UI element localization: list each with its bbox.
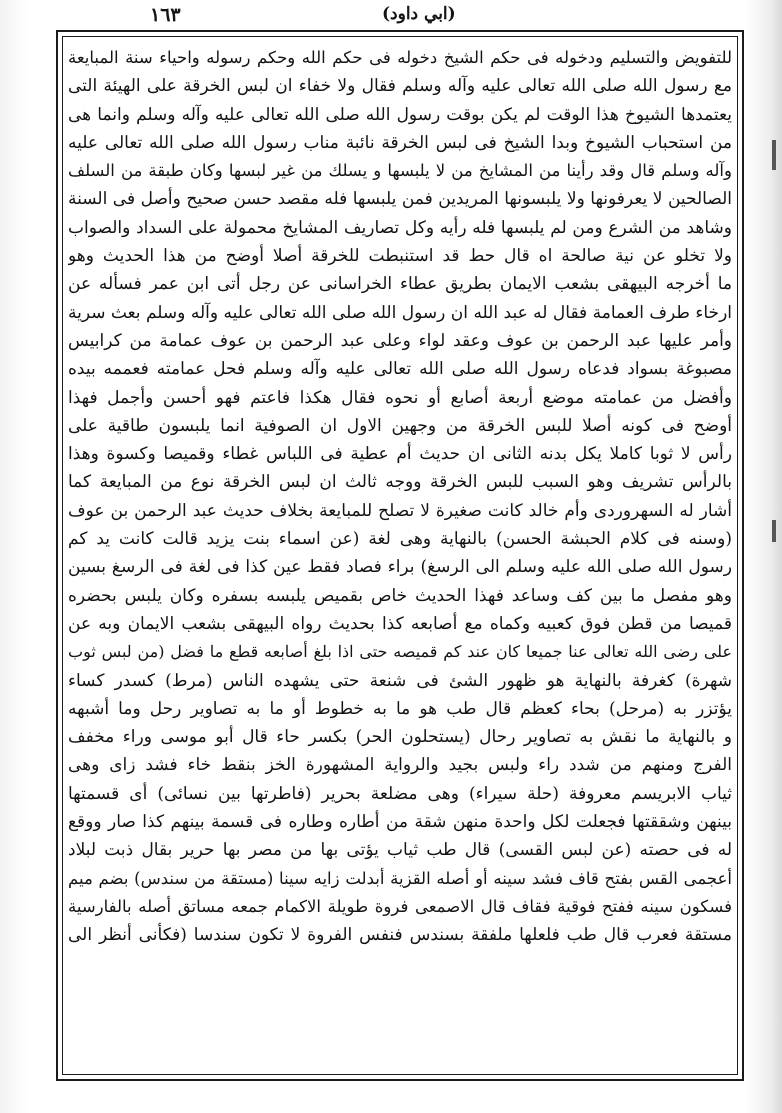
text-line: أعجمى القس بفتح قاف فشد سينه أو أصله القزية أبدلت زايه سينا (مستقة من سندس) بضم ميم: [68, 868, 732, 888]
text-line: فسكون سينه ففتح فوقية فقاف قال الاصمعى فروة طويلة الاكمام جمعه مساتق أصله بالفارسية: [68, 896, 732, 916]
text-line: أشار له السهروردى وأم خالد كانت صغيرة لا تصلح للمبايعة بخلاف حديث عبد الرحمن بن عوف: [68, 500, 732, 521]
text-line: مستقة فعرب قال طب فلعلها ملفقة بسندس فنفس الفروة لا تكون سندسا (فكأنى أنظر الى: [68, 925, 732, 946]
scan-edge-mark: [772, 520, 776, 542]
text-line: وأفضل من عمامته موضع أربعة أصابع أو نحوه فقال هكذا فاعتم فهو أحسن وأجمل فهذا: [68, 387, 732, 408]
text-line: شهرة) كغرفة بالنهاية هو ظهور الشئ فى شنعة حتى يشهده الناس (مرط) كسدر كساء: [68, 670, 732, 691]
text-line: الصالحين لا يعرفونها ولا يلبسونها المريدين فمن يلبسها فله مقصد حسن صحيح وأصل فى السنة: [68, 189, 732, 210]
text-line: رأس لا ثوبا كاملا يكل بدنه الثانى ان حديث أم عطية فى اللباس غطاء وقميصا وكسوة وهذا: [68, 444, 732, 465]
text-line: ما أخرجه البيهقى بشعب الايمان بطريق عطاء الخراسانى عن رجل أتى ابن عمر فسأله عن: [68, 274, 732, 295]
text-line: قميصا من قطن فوق كعبيه وكماه مع أصابعه كذا بحديث رواه البيهقى بشعب الايمان وبه عن: [68, 613, 732, 634]
text-line: رسول الله صلى الله عليه وسلم الى الرسغ) براء فصاد فقط عين كذا فى لغة فى الرسغ بسين: [68, 557, 732, 578]
text-line: و بالنهاية ما نقش به تصاوير رحال (يستحلون الحر) بكسر حاء قال أبو موسى وراء مخفف: [68, 727, 732, 748]
scan-edge-mark: [772, 140, 776, 170]
text-line: مصبوغة بسواد فدعاه رسول الله صلى الله تعالى عليه وآله وسلم فحل عمامته فعممه بيده: [68, 359, 732, 380]
text-line: أوضح فى كونه أصلا للبس الخرقة من وجهين الاول ان الصوفية انما يلبسون طاقية على: [68, 415, 732, 436]
text-line: ولا تخلو عن نية صالحة اه قال حط قد استنبطت للخرقة أصلا أوضح من هذا الحديث وهو: [68, 246, 732, 267]
text-line: مع رسول الله صلى الله تعالى عليه وآله وسلم فقال ولا خفاء ان لبس الخرقة على الهيئة التى: [68, 76, 732, 97]
page-number: ١٦٣: [150, 4, 181, 26]
text-line: وهو مفصل ما بين كف وساعد فهذا الحديث خاص بقميص يلبسه بسفره وكان يلبس بحضره: [68, 585, 732, 606]
text-line: وشاهد من الشرع ومن لم يلبسها فله رأيه وكل تصاريف المشايخ محمولة على السداد والصواب: [68, 217, 732, 238]
text-line: ثياب الابريسم معروفة (حلة سيراء) وهى مضلعة بحرير (فاطرتها بين نسائى) أى قسمتها: [68, 783, 732, 804]
text-line: بينهن وشققتها فجعلت لكل واحدة منهن شقة من أطاره وطاره فى قسمة بينهم كذا صار ووقع: [68, 812, 732, 833]
text-line: وأمر عليها عبد الرحمن بن عوف وعقد لواء وعلى عبد الرحمن بن عوف عمامة من كرابيس: [68, 330, 732, 351]
text-line: يؤتزر به (مرحل) بحاء كعظم قال طب هو ما به خطوط أو ما به تصاوير رحل وما أشبهه: [68, 698, 732, 719]
text-line: ارخاء طرف العمامة فقال له عبد الله ان رسول الله صلى الله تعالى عليه وآله وسلم بعث سرية: [68, 302, 732, 323]
text-line: للتفويض والتسليم ودخوله فى حكم الشيخ دخوله فى حكم الله وحكم رسوله واحياء سنة المبايعة: [68, 48, 732, 67]
running-head: (ابي داود): [382, 4, 456, 24]
text-line: له فى حصته (عن لبس القسى) قال طب ثياب يؤتى بها من مصر بها حرير بقال ذبت لبلاد: [68, 840, 732, 861]
text-line: الفرج ومنهم من شدد راء ولبس بجيد والرواية المشهورة الخز بنقط خاء فشد زاى وهى: [68, 755, 732, 776]
text-line: يعتمدها الشيوخ هذا الوقت لم يكن بوقت رسول الله صلى الله تعالى عليه وآله وسلم وانما هى: [68, 104, 732, 125]
text-line: على رضى الله تعالى عنا جميعا كان عند كم قميصه حتى اذا بلغ أصابعه قطع ما فضل (من لبس ثوب: [68, 642, 732, 662]
text-line: بالرأس تشريف وهو السبب للبس الخرقة ووجه ثالث ان لبس الخرقة نوع من المبايعة كما: [68, 472, 732, 493]
text-line: وآله وسلم قال وقد رأينا من المشايخ من لا يلبسها و يسلك من غير لبسها وكان طبقة من السلف: [68, 161, 732, 181]
main-text-block: [68, 44, 732, 950]
text-line: من استحباب الشيوخ وبدا الشيخ فى لبس الخرقة نائبة مناب رسول الله صلى الله تعالى عليه: [68, 132, 732, 153]
text-line: (وسنه فى كلام الحبشة الحسن) بالنهاية وهى لغة (عن اسماء بنت يزيد قالت كانت يد كم: [68, 529, 732, 550]
